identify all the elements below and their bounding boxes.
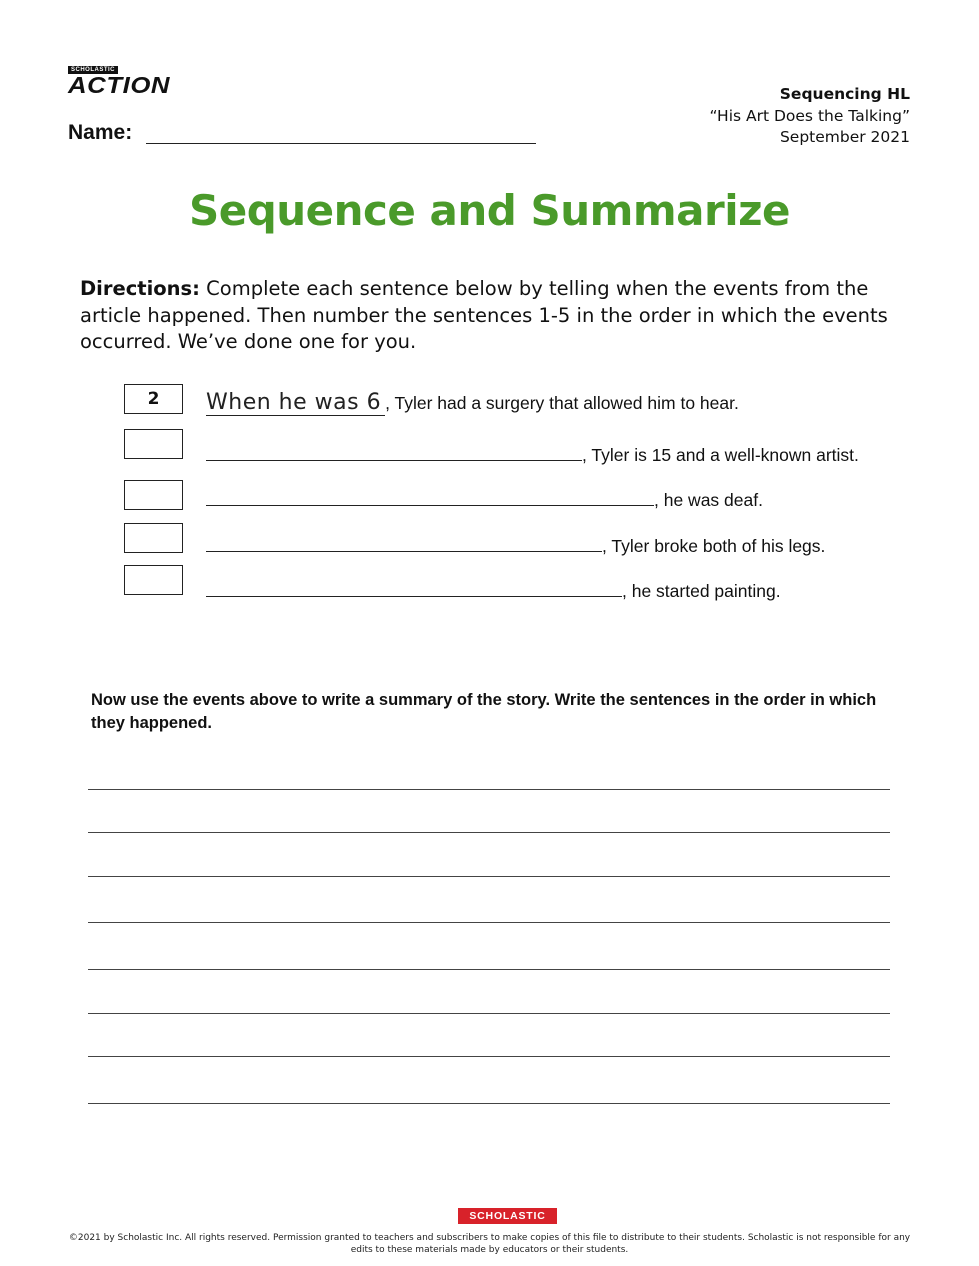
order-number-box[interactable] [124, 480, 183, 510]
sentence-text: , he started painting. [622, 581, 781, 601]
sequence-sentence [206, 390, 739, 416]
header-info [709, 84, 910, 149]
writing-line[interactable] [88, 1103, 890, 1104]
sentence-text: , he was deaf. [654, 490, 763, 510]
writing-line[interactable] [88, 1056, 890, 1057]
logo-big-text: ACTION [68, 72, 171, 98]
answer-field[interactable] [206, 485, 654, 506]
sentence-text: , Tyler is 15 and a well-known artist. [582, 445, 859, 465]
sequence-sentence [206, 531, 825, 557]
writing-line[interactable] [88, 1013, 890, 1014]
writing-line[interactable] [88, 922, 890, 923]
scholastic-footer-logo: SCHOLASTIC [458, 1208, 557, 1224]
summary-prompt: Now use the events above to write a summary of the story. Write the sentences in the order in which they happened. [91, 691, 877, 732]
writing-line[interactable] [88, 789, 890, 790]
order-number-box[interactable] [124, 523, 183, 553]
issue-date: September 2021 [779, 128, 910, 146]
logo-small-text: SCHOLASTIC [68, 66, 118, 74]
answer-field[interactable]: When he was 6 [206, 390, 385, 416]
sentence-text: , Tyler had a surgery that allowed him to hear. [385, 393, 739, 413]
order-number-box[interactable]: 2 [124, 384, 183, 414]
sequence-sentence [206, 576, 781, 602]
sequence-sentence [206, 440, 859, 466]
writing-line[interactable] [88, 832, 890, 833]
worksheet-type: Sequencing HL [779, 85, 910, 103]
page-title: Sequence and Summarize [188, 186, 791, 235]
directions [80, 276, 900, 356]
order-number-box[interactable] [124, 429, 183, 459]
writing-line[interactable] [88, 969, 890, 970]
copyright-notice: ©2021 by Scholastic Inc. All rights reserved. Permission granted to teachers and subscribers to make copies of this file to distribute to their students. Scholastic is not responsible for any edits to these materials made by educators or their students. [68, 1233, 911, 1255]
writing-line[interactable] [88, 876, 890, 877]
name-label: Name: [68, 121, 133, 144]
scholastic-action-logo [68, 66, 178, 96]
answer-field[interactable] [206, 531, 602, 552]
name-field[interactable] [146, 143, 536, 144]
order-number-box[interactable] [124, 565, 183, 595]
sentence-text: , Tyler broke both of his legs. [602, 536, 826, 556]
answer-field[interactable] [206, 576, 622, 597]
directions-lead: Directions: [80, 277, 200, 300]
article-title: “His Art Does the Talking” [709, 106, 910, 125]
answer-field[interactable] [206, 440, 582, 461]
directions-text: Complete each sentence below by telling when the events from the article happened. Then number the sentences 1-5 in the order in which the events occurred. We’ve done one for you. [80, 277, 888, 353]
sequence-sentence [206, 485, 763, 511]
